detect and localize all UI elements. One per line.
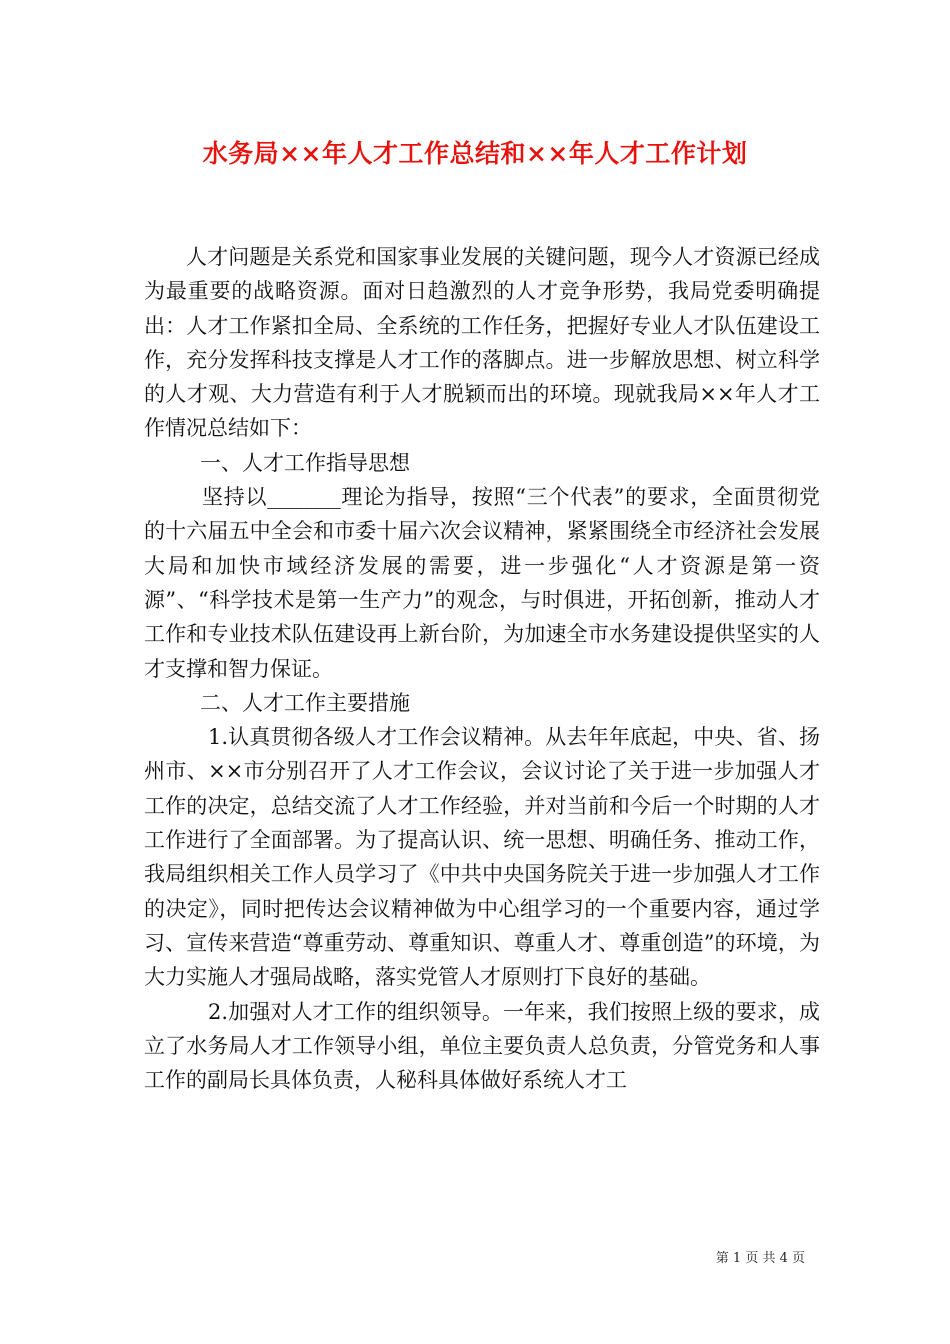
document-body [144,240,820,1097]
section-heading-main-measures: 二、人才工作主要措施 [200,690,410,715]
paragraph-measure-1: 1.认真贯彻各级人才工作会议精神。从去年年底起，中央、省、扬州市、××市分别召开了人才工作会议，会议讨论了关于进一步加强人才工作的决定，总结交流了人才工作经验，并对当前和今后一个时期的人才工作进行了全面部署。为了提高认识、统一思想、明确任务、推动工作，我局组织相关工作人员学习了《中共中央国务院关于进一步加强人才工作的决定》，同时把传达会议精神做为中心组学习的一个重要内容，通过学习、宣传来营造“尊重劳动、尊重知识、尊重人才、尊重创造”的环境，为大力实施人才强局战略，落实党管人才原则打下良好的基础。 [144,725,820,990]
document-title: 水务局××年人才工作总结和××年人才工作计划 [202,139,748,168]
paragraph-guiding-ideology: 坚持以_______理论为指导，按照“三个代表”的要求，全面贯彻党的十六届五中全会和市委十届六次会议精神，紧紧围绕全市经济社会发展大局和加快市域经济发展的需要，进一步强化“人才资源是第一资源”、“科学技术是第一生产力”的观念，与时俱进，开拓创新，推动人才工作和专业技术队伍建设再上新台阶，为加速全市水务建设提供坚实的人才支撑和智力保证。 [144,485,820,681]
section-heading-guiding-ideology: 一、人才工作指导思想 [200,450,410,475]
page-number-footer: 第 1 页 共 4 页 [715,1251,805,1266]
paragraph-intro: 人才问题是关系党和国家事业发展的关键问题，现今人才资源已经成为最重要的战略资源。面对日趋激烈的人才竞争形势，我局党委明确提出：人才工作紧扣全局、全系统的工作任务，把握好专业人才队伍建设工作，充分发挥科技支撑是人才工作的落脚点。进一步解放思想、树立科学的人才观、大力营造有利于人才脱颖而出的环境。现就我局××年人才工作情况总结如下： [144,245,820,441]
paragraph-measure-2: 2.加强对人才工作的组织领导。一年来，我们按照上级的要求，成立了水务局人才工作领导小组，单位主要负责人总负责，分管党务和人事工作的副局长具体负责，人秘科具体做好系统人才工 [144,999,820,1093]
